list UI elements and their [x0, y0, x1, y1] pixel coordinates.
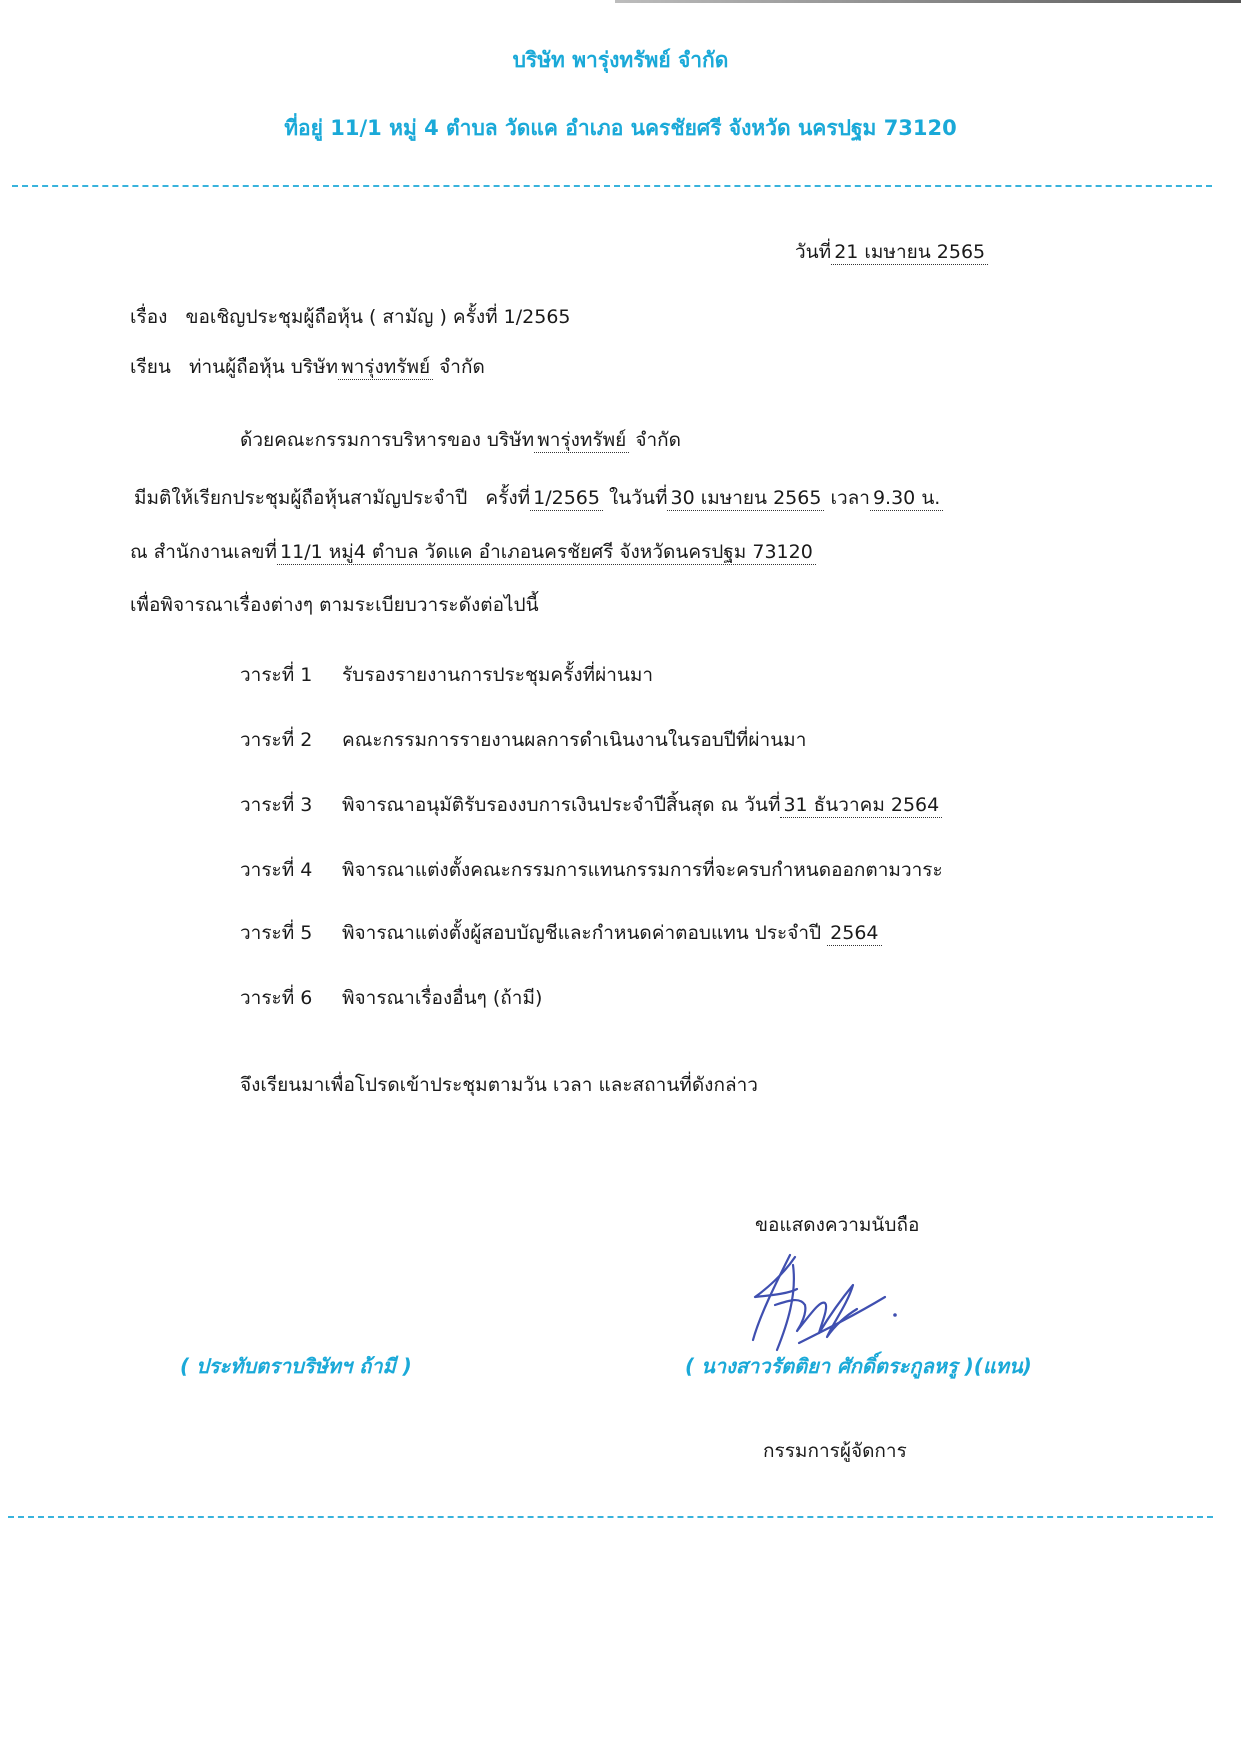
date-value: 21 เมษายน 2565 [831, 241, 988, 265]
signature-stroke [755, 1257, 797, 1297]
scan-top-edge [615, 0, 1241, 3]
body-line1-suffix: จำกัด [635, 429, 681, 451]
body-line2-prefix: มีมติให้เรียกประชุมผู้ถือหุ้นสามัญประจำปี [134, 487, 468, 509]
agenda-item [240, 725, 806, 755]
company-stamp-note: ( ประทับตราบริษัทฯ ถ้ามี ) [180, 1354, 412, 1378]
body-line-4: เพื่อพิจารณาเรื่องต่างๆ ตามระเบียบวาระดังต่อไปนี้ [130, 594, 539, 616]
agenda-number: วาระที่ 3 [240, 794, 313, 816]
meeting-time-label: เวลา [830, 487, 870, 509]
agenda-item [240, 855, 943, 885]
meeting-date: 30 เมษายน 2565 [667, 487, 824, 511]
signer-title: กรรมการผู้จัดการ [763, 1440, 907, 1462]
date-line [795, 237, 988, 267]
agenda-fill: 2564 [827, 922, 881, 946]
agenda-number: วาระที่ 5 [240, 922, 313, 944]
agenda-item [240, 918, 882, 948]
venue-address: 11/1 หมู่4 ตำบล วัดแค อำเภอนครชัยศรี จังหวัดนครปฐม 73120 [277, 541, 816, 565]
signature-image [735, 1245, 905, 1355]
agenda-item [240, 660, 653, 690]
body-line1-company: พารุ่งทรัพย์ [534, 429, 629, 453]
agenda-text: คณะกรรมการรายงานผลการดำเนินงานในรอบปีที่ผ่านมา [342, 729, 807, 751]
body-line-1 [240, 425, 681, 455]
agenda-number: วาระที่ 2 [240, 729, 313, 751]
recipient-company: พารุ่งทรัพย์ [338, 356, 433, 380]
agenda-text: พิจารณาแต่งตั้งคณะกรรมการแทนกรรมการที่จะครบกำหนดออกตามวาระ [342, 859, 943, 881]
venue-label: ณ สำนักงานเลขที่ [130, 541, 278, 563]
subject-label: เรื่อง [130, 306, 168, 328]
body-line1-prefix: ด้วยคณะกรรมการบริหารของ บริษัท [240, 429, 535, 451]
recipient-line [130, 352, 485, 382]
agenda-text: พิจารณาอนุมัติรับรองงบการเงินประจำปีสิ้นสุด ณ วันที่ [342, 794, 781, 816]
subject-line [130, 302, 571, 332]
meeting-times: 1/2565 [530, 487, 603, 511]
agenda-fill: 31 ธันวาคม 2564 [780, 794, 942, 818]
meeting-times-label: ครั้งที่ [485, 487, 531, 509]
subject-text: ขอเชิญประชุมผู้ถือหุ้น ( สามัญ ) ครั้งที่ 1/2565 [185, 306, 571, 328]
meeting-time: 9.30 น. [870, 487, 943, 511]
body-line-2 [134, 483, 943, 513]
agenda-text: พิจารณาเรื่องอื่นๆ (ถ้ามี) [342, 987, 543, 1009]
recipient-label: เรียน [130, 356, 171, 378]
agenda-number: วาระที่ 4 [240, 859, 313, 881]
signature-stroke [799, 1297, 885, 1343]
top-divider [12, 185, 1212, 187]
body-line-3 [130, 537, 816, 567]
agenda-text: พิจารณาแต่งตั้งผู้สอบบัญชีและกำหนดค่าตอบแทน ประจำปี [342, 922, 822, 944]
recipient-suffix: จำกัด [439, 356, 485, 378]
agenda-text: รับรองรายงานการประชุมครั้งที่ผ่านมา [342, 664, 654, 686]
company-address: ที่อยู่ 11/1 หมู่ 4 ตำบล วัดแค อำเภอ นครชัยศรี จังหวัด นครปฐม 73120 [284, 116, 957, 140]
signer-name: ( นางสาวรัตติยา ศักดิ์ตระกูลหรู )(แทน) [685, 1354, 1032, 1378]
recipient-prefix: ท่านผู้ถือหุ้น บริษัท [188, 356, 339, 378]
meeting-date-label: ในวันที่ [609, 487, 668, 509]
agenda-item [240, 790, 942, 820]
regards: ขอแสดงความนับถือ [755, 1214, 920, 1236]
bottom-divider [8, 1516, 1213, 1518]
agenda-item [240, 983, 542, 1013]
agenda-number: วาระที่ 6 [240, 987, 313, 1009]
agenda-number: วาระที่ 1 [240, 664, 313, 686]
company-name: บริษัท พารุ่งทรัพย์ จำกัด [512, 48, 729, 72]
closing-sentence: จึงเรียนมาเพื่อโปรดเข้าประชุมตามวัน เวลา และสถานที่ดังกล่าว [240, 1074, 758, 1096]
signature-dot [893, 1313, 897, 1317]
date-label: วันที่ [795, 241, 832, 263]
